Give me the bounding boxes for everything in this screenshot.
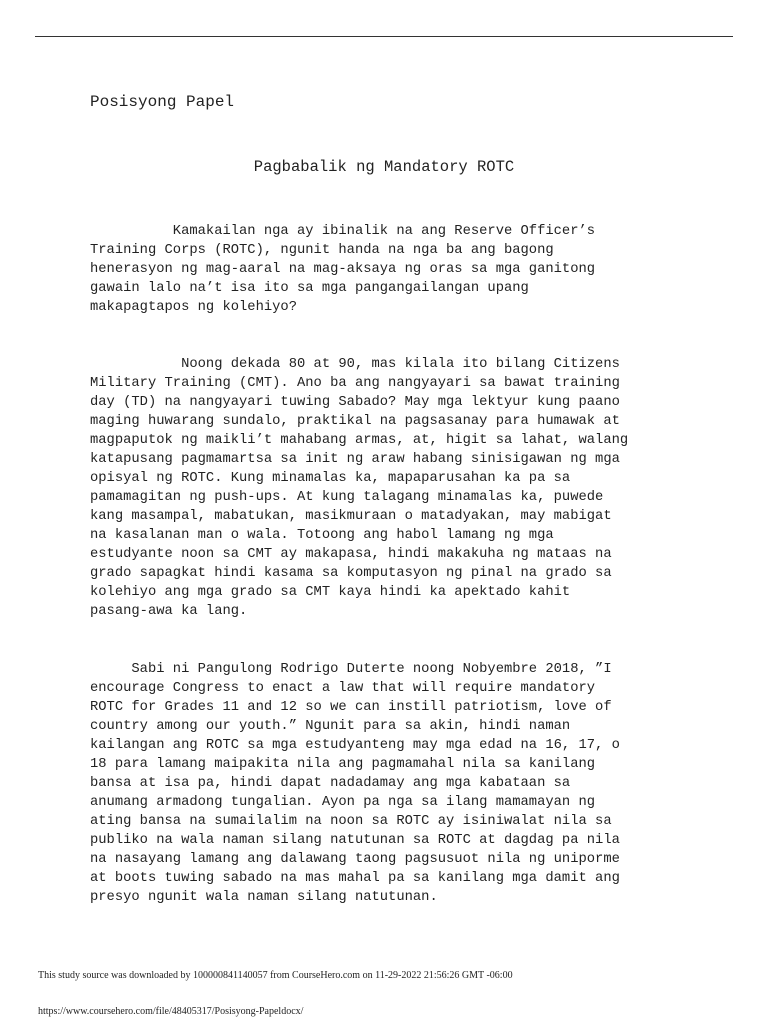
source-url-link[interactable]: https://www.coursehero.com/file/48405317/Posisyong-Papeldocx/ [38,1006,304,1017]
document-title: Posisyong Papel [90,93,235,111]
download-note: This study source was downloaded by 100000841140057 from CourseHero.com on 11-29-2022 21:56:26 GMT -06:00 [38,970,513,981]
document-subtitle: Pagbabalik ng Mandatory ROTC [253,158,515,176]
top-divider [35,36,733,37]
paragraph-1: Kamakailan nga ay ibinalik na ang Reserve Officer’s Training Corps (ROTC), ngunit handa na nga ba ang bagong henerasyon ng mag-aaral na mag-aksaya ng oras sa mga ganitong gawain lalo na’t isa ito sa mga pangangailangan upang makapagtapos ng kolehiyo? [90,224,596,315]
paragraph-2: Noong dekada 80 at 90, mas kilala ito bilang Citizens Military Training (CMT). Ano ba ang nangyayari sa bawat training day (TD) na nangyayari tuwing Sabado? May mga lektyur kung paano maging huwarang sundalo, praktikal na pagsasanay para humawak at magpaputok ng maikli’t mahabang armas, at, higit sa lahat, walang katapusang pagmamartsa sa init ng araw habang sinisigawan ng mga opisyal ng ROTC. Kung minamalas ka, mapaparusahan ka pa sa pamamagitan ng push-ups. At kung talagang minamalas ka, puwede kang masampal, mabatukan, masikmuraan o matadyakan, may mabigat na kasalanan man o wala. Totoong ang habol lamang ng mga estudyante noon sa CMT ay makapasa, hindi makakuha ng mataas na grado sapagkat hindi kasama sa komputasyon ng pinal na grado sa kolehiyo ang mga grado sa CMT kaya hindi ka apektado kahit pasang-awa ka lang. [90,357,629,619]
paragraph-3: Sabi ni Pangulong Rodrigo Duterte noong Nobyembre 2018, ”I encourage Congress to enact a law that will require mandatory ROTC for Grades 11 and 12 so we can instill patriotism, love of country among our youth.” Ngunit para sa akin, hindi naman kailangan ang ROTC sa mga estudyanteng may mga edad na 16, 17, o 18 para lamang maipakita nila ang pagmamahal nila sa kanilang bansa at isa pa, hindi dapat nadadamay ang mga kabataan sa anumang armadong tungalian. Ayon pa nga sa ilang mamamayan ng ating bansa na sumailalim na noon sa ROTC ay isiniwalat nila sa publiko na wala naman silang natutunan sa ROTC at dagdag pa nila na nasayang lamang ang dalawang taong pagsusuot nila ng uniporme at boots tuwing sabado na mas mahal pa sa kanilang mga damit ang presyo ngunit wala naman silang natutunan. [90,662,620,905]
